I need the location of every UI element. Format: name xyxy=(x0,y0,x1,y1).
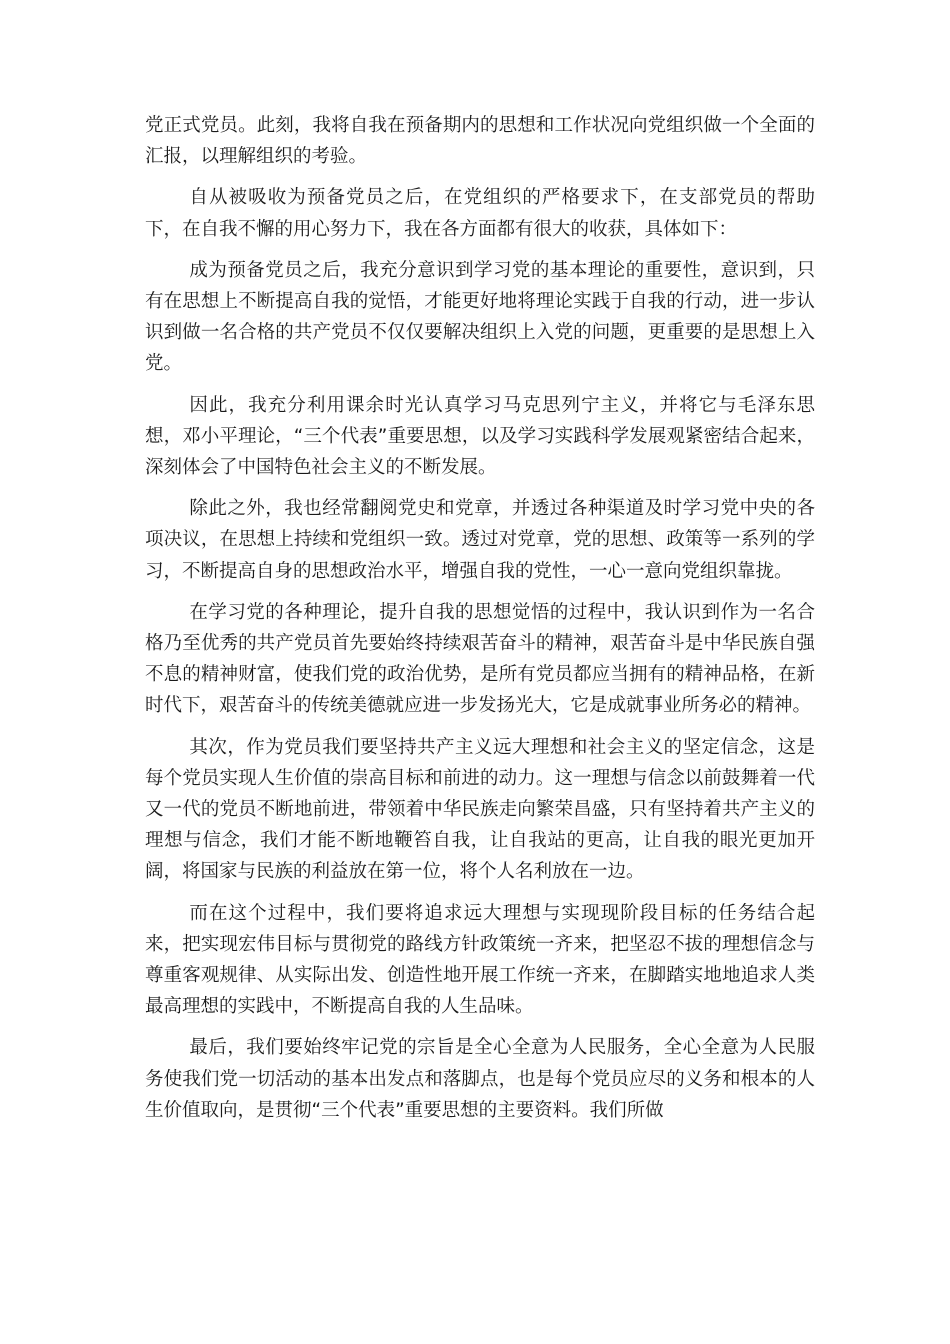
paragraph: 其次，作为党员我们要坚持共产主义远大理想和社会主义的坚定信念，这是每个党员实现人生价值的崇高目标和前进的动力。这一理想与信念以前鼓舞着一代又一代的党员不断地前进，带领着中华民族走向繁荣昌盛，只有坚持着共产主义的理想与信念，我们才能不断地鞭笞自我，让自我站的更高，让自我的眼光更加开阔，将国家与民族的利益放在第一位，将个人名利放在一边。 xyxy=(145,736,815,883)
paragraph: 而在这个过程中，我们要将追求远大理想与实现现阶段目标的任务结合起来，把实现宏伟目标与贯彻党的路线方针政策统一齐来，把坚忍不拔的理想信念与尊重客观规律、从实际出发、创造性地开展工作统一齐来，在脚踏实地地追求人类最高理想的实践中，不断提高自我的人生品味。 xyxy=(145,902,815,1018)
paragraph: 成为预备党员之后，我充分意识到学习党的基本理论的重要性，意识到，只有在思想上不断提高自我的觉悟，才能更好地将理论实践于自我的行动，进一步认识到做一名合格的共产党员不仅仅要解决组织上入党的问题，更重要的是思想上入党。 xyxy=(145,259,815,375)
paragraph: 自从被吸收为预备党员之后，在党组织的严格要求下，在支部党员的帮助下，在自我不懈的用心努力下，我在各方面都有很大的收获，具体如下： xyxy=(145,187,815,240)
document-body xyxy=(145,110,815,1136)
paragraph: 因此，我充分利用课余时光认真学习马克思列宁主义，并将它与毛泽东思想，邓小平理论，“三个代表”重要思想，以及学习实践科学发展观紧密结合起来，深刻体会了中国特色社会主义的不断发展。 xyxy=(145,394,815,479)
paragraph: 最后，我们要始终牢记党的宗旨是全心全意为人民服务，全心全意为人民服务使我们党一切活动的基本出发点和落脚点，也是每个党员应尽的义务和根本的人生价值取向，是贯彻“三个代表”重要思想的主要资料。我们所做 xyxy=(145,1037,815,1121)
paragraph: 在学习党的各种理论，提升自我的思想觉悟的过程中，我认识到作为一名合格乃至优秀的共产党员首先要始终持续艰苦奋斗的精神，艰苦奋斗是中华民族自强不息的精神财富，使我们党的政治优势，是所有党员都应当拥有的精神品格，在新时代下，艰苦奋斗的传统美德就应进一步发扬光大，它是成就事业所务必的精神。 xyxy=(145,601,815,717)
paragraph: 党正式党员。此刻，我将自我在预备期内的思想和工作状况向党组织做一个全面的汇报，以理解组织的考验。 xyxy=(145,115,815,168)
paragraph: 除此之外，我也经常翻阅党史和党章，并透过各种渠道及时学习党中央的各项决议，在思想上持续和党组织一致。透过对党章，党的思想、政策等一系列的学习，不断提高自身的思想政治水平，增强自我的党性，一心一意向党组织靠拢。 xyxy=(145,498,815,582)
